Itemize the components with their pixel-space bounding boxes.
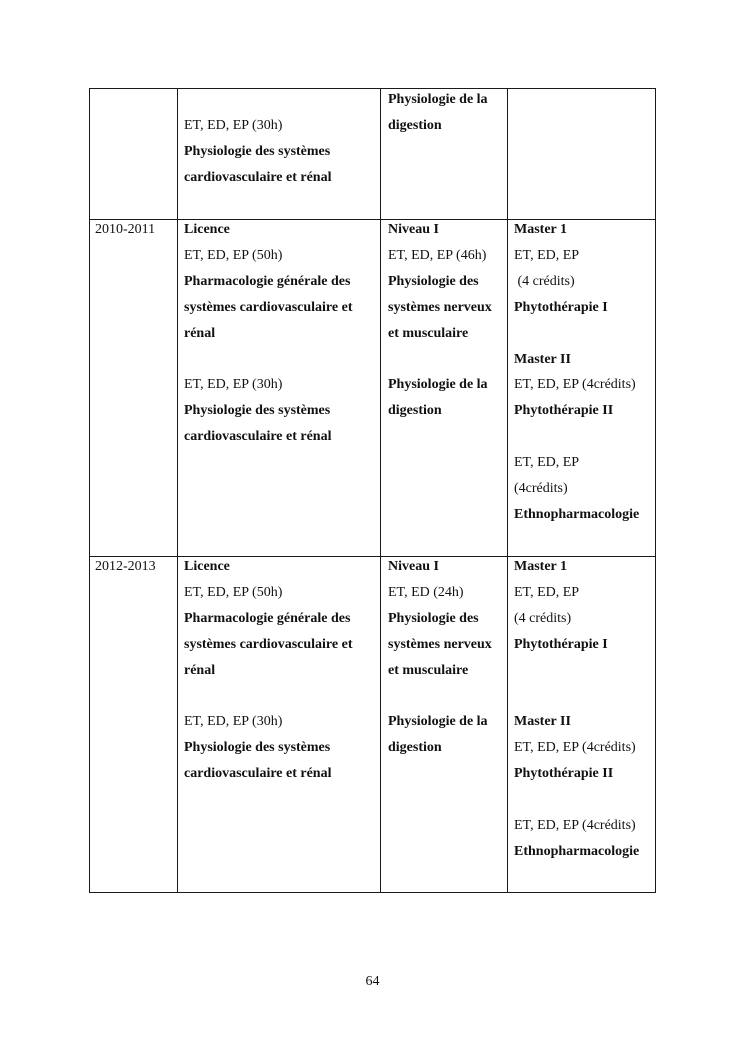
cell-line: digestion [388,740,442,756]
cell-line: Phytothérapie I [514,299,608,315]
cell-line: Master 1 [514,559,567,574]
cell-line: Phytothérapie I [514,636,608,652]
cell-line: systèmes cardiovasculaire et [184,299,353,315]
cell-line: Master II [514,351,571,367]
cell-line: Physiologie des [388,610,479,626]
cell-line: et musculaire [388,662,469,678]
year-label: 2010-2011 [95,222,156,237]
cell-line: systèmes cardiovasculaire et [184,636,353,652]
cell-line: Niveau I [388,222,439,237]
cell-line: digestion [388,117,442,133]
cell-line: ET, ED, EP (4crédits) [514,740,636,756]
cell-line: Physiologie des systèmes [184,143,331,159]
cell-line: Master 1 [514,222,567,237]
cell-line: Physiologie des [388,273,479,289]
cell-line: Physiologie des systèmes [184,403,331,419]
cell-line: ET, ED (24h) [388,584,464,600]
cell-line: Ethnopharmacologie [514,843,640,859]
cell-line: cardiovasculaire et rénal [184,429,332,445]
cell-line: et musculaire [388,325,469,341]
cell-line: ET, ED, EP (50h) [184,584,283,600]
cell-line: ET, ED, EP (30h) [184,117,283,133]
cell-line: ET, ED, EP (4crédits) [514,818,636,833]
cell-line: Master II [514,714,571,730]
cell-line: Niveau I [388,559,439,574]
cell-line: systèmes nerveux [388,299,492,315]
cell-line: digestion [388,403,442,419]
cell-line: (4 crédits) [514,610,572,626]
cell-line: Pharmacologie générale des [184,273,351,289]
cell-line: ET, ED, EP (30h) [184,377,283,393]
cell-line: systèmes nerveux [388,636,492,652]
cell-line: Physiologie de la [388,714,488,730]
cell-line: Licence [184,559,230,574]
cell-line: ET, ED, EP (50h) [184,247,283,263]
cell-line: (4crédits) [514,481,568,496]
cell-line: cardiovasculaire et rénal [184,169,332,185]
page-number: 64 [365,974,380,989]
cell-line: rénal [184,662,216,678]
cell-line: ET, ED, EP [514,584,580,600]
cell-line: ET, ED, EP (46h) [388,247,487,263]
cell-line: Phytothérapie II [514,766,614,782]
cell-line: ET, ED, EP [514,455,580,471]
cell-line: cardiovasculaire et rénal [184,766,332,782]
cell-line: Physiologie des systèmes [184,740,331,756]
cell-line: ET, ED, EP [514,247,580,263]
cell-line: Physiologie de la [388,377,488,393]
cell-line: ET, ED, EP (30h) [184,714,283,730]
year-label: 2012-2013 [95,559,156,574]
cell-line: ET, ED, EP (4crédits) [514,377,636,393]
cell-line: (4 crédits) [514,273,575,289]
cell-line: Physiologie de la [388,92,488,107]
cell-line: Ethnopharmacologie [514,506,640,522]
cell-line: Phytothérapie II [514,403,614,419]
cell-line: Pharmacologie générale des [184,610,351,626]
cell-line: rénal [184,325,216,341]
cell-line: Licence [184,222,230,237]
